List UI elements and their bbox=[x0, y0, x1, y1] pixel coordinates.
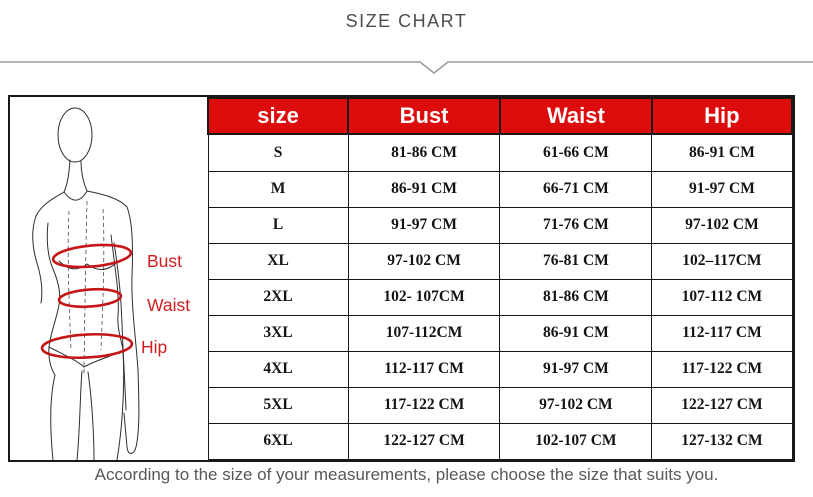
table-cell: 117-122 CM bbox=[652, 351, 792, 387]
table-row bbox=[208, 171, 792, 207]
bust-ellipse bbox=[52, 242, 132, 270]
head-outline bbox=[58, 108, 92, 162]
table-cell: 127-132 CM bbox=[652, 423, 792, 459]
bust-label: Bust bbox=[147, 251, 183, 271]
table-cell: L bbox=[208, 207, 348, 243]
table-cell: 107-112 CM bbox=[652, 279, 792, 315]
table-wrap bbox=[207, 97, 793, 460]
hip-ellipse bbox=[41, 332, 132, 360]
waist-ellipse bbox=[58, 287, 121, 308]
table-cell: 86-91 CM bbox=[500, 315, 652, 351]
table-cell: 102- 107CM bbox=[348, 279, 500, 315]
table-cell: 122-127 CM bbox=[652, 387, 792, 423]
table-cell: XL bbox=[208, 243, 348, 279]
table-cell: 71-76 CM bbox=[500, 207, 652, 243]
header-cell-waist: Waist bbox=[500, 98, 652, 134]
table-row bbox=[208, 279, 792, 315]
table-cell: 102-107 CM bbox=[500, 423, 652, 459]
table-cell: 3XL bbox=[208, 315, 348, 351]
size-chart-panel bbox=[8, 95, 795, 462]
hip-label: Hip bbox=[141, 337, 168, 357]
table-cell: M bbox=[208, 171, 348, 207]
table-cell: 97-102 CM bbox=[652, 207, 792, 243]
mannequin-sketch bbox=[33, 108, 139, 460]
table-cell: 66-71 CM bbox=[500, 171, 652, 207]
table-row bbox=[208, 134, 792, 171]
header-cell-bust: Bust bbox=[348, 98, 500, 134]
table-cell: 122-127 CM bbox=[348, 423, 500, 459]
table-cell: 97-102 CM bbox=[500, 387, 652, 423]
table-cell: 6XL bbox=[208, 423, 348, 459]
table-cell: 102–117CM bbox=[652, 243, 792, 279]
table-cell: 91-97 CM bbox=[652, 171, 792, 207]
table-cell: S bbox=[208, 134, 348, 171]
table-cell: 2XL bbox=[208, 279, 348, 315]
table-cell: 86-91 CM bbox=[348, 171, 500, 207]
table-cell: 91-97 CM bbox=[500, 351, 652, 387]
header-cell-hip: Hip bbox=[652, 98, 792, 134]
caption: According to the size of your measurements, please choose the size that suits you. bbox=[94, 465, 719, 484]
figure-panel bbox=[10, 97, 207, 460]
table-row bbox=[208, 351, 792, 387]
table-cell: 112-117 CM bbox=[652, 315, 792, 351]
table-cell: 4XL bbox=[208, 351, 348, 387]
table-header-row bbox=[208, 98, 792, 134]
table-cell: 5XL bbox=[208, 387, 348, 423]
mannequin-figure bbox=[10, 97, 207, 460]
size-table bbox=[207, 97, 793, 460]
table-cell: 117-122 CM bbox=[348, 387, 500, 423]
table-row bbox=[208, 315, 792, 351]
table-row bbox=[208, 243, 792, 279]
divider-chevron bbox=[0, 53, 813, 77]
table-cell: 81-86 CM bbox=[500, 279, 652, 315]
waist-label: Waist bbox=[147, 295, 191, 315]
table-cell: 76-81 CM bbox=[500, 243, 652, 279]
header-cell-size: size bbox=[208, 98, 348, 134]
table-cell: 112-117 CM bbox=[348, 351, 500, 387]
table-row bbox=[208, 387, 792, 423]
table-cell: 81-86 CM bbox=[348, 134, 500, 171]
table-cell: 97-102 CM bbox=[348, 243, 500, 279]
page-title: SIZE CHART bbox=[345, 11, 468, 31]
table-row bbox=[208, 423, 792, 459]
table-cell: 91-97 CM bbox=[348, 207, 500, 243]
table-row bbox=[208, 207, 792, 243]
table-cell: 107-112CM bbox=[348, 315, 500, 351]
table-cell: 61-66 CM bbox=[500, 134, 652, 171]
table-cell: 86-91 CM bbox=[652, 134, 792, 171]
